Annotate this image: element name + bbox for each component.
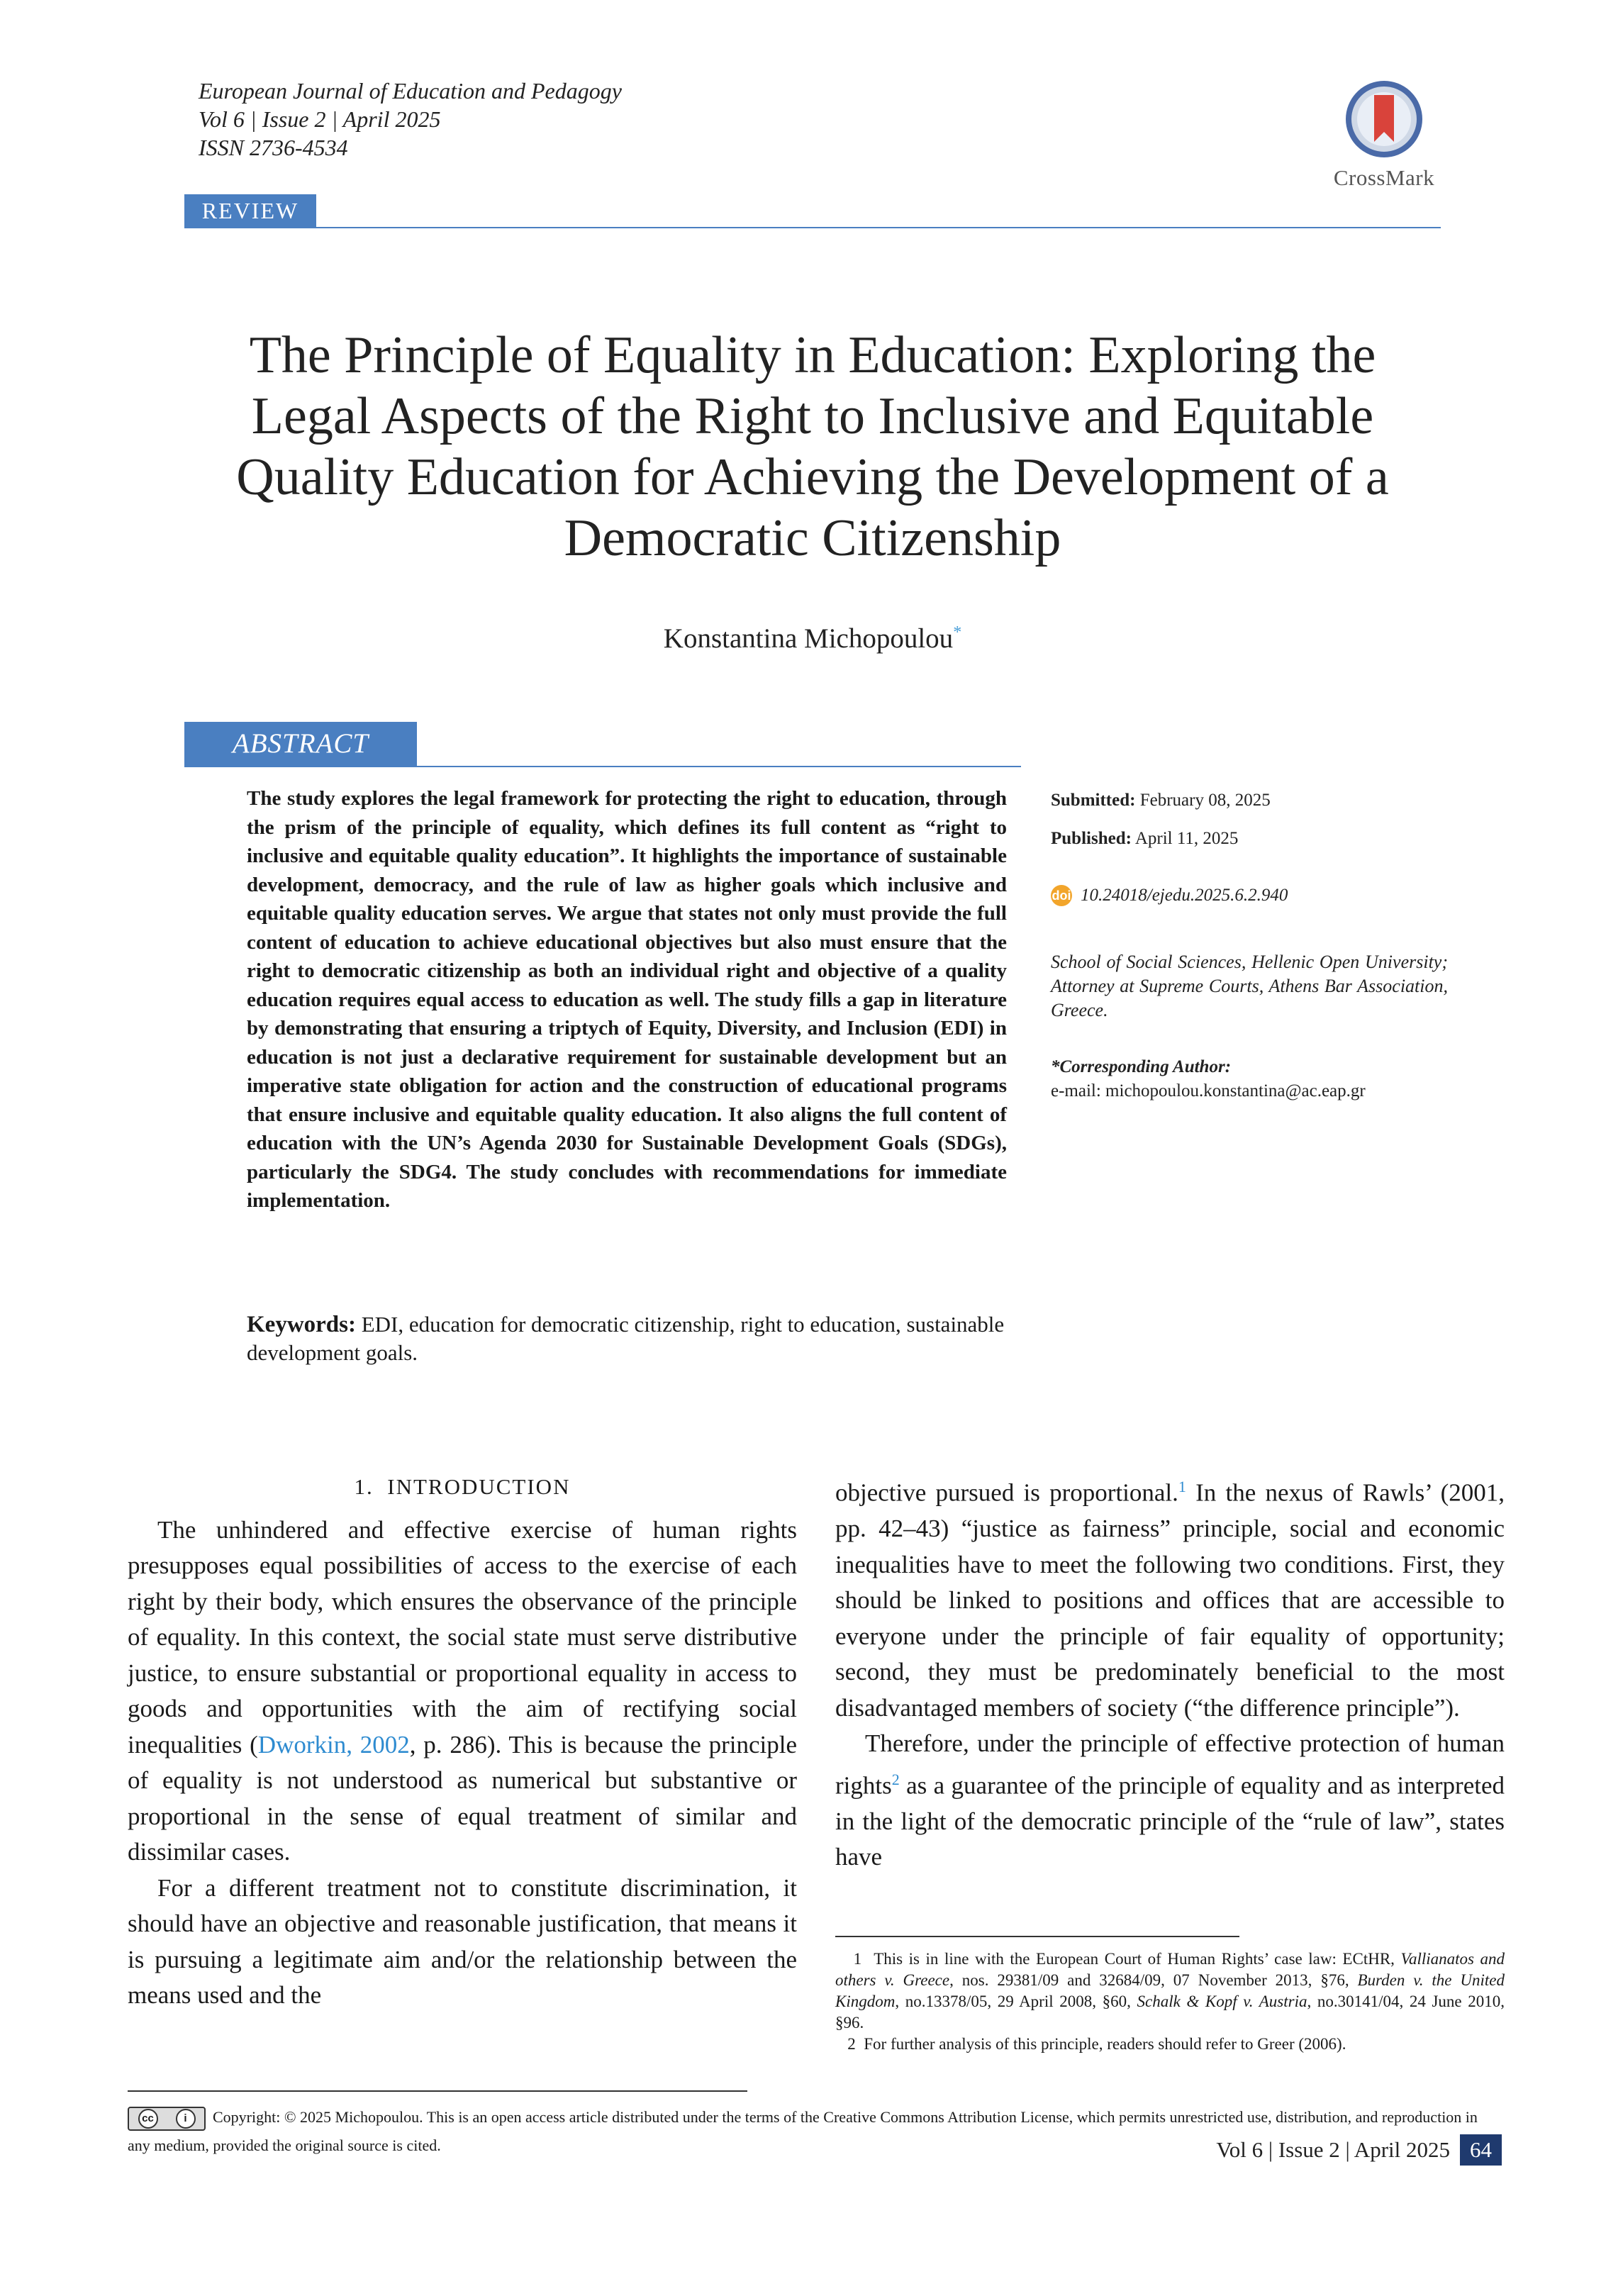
abstract-bar bbox=[184, 722, 1021, 767]
published-label: Published: bbox=[1051, 829, 1132, 848]
doi-icon: doi bbox=[1051, 885, 1072, 906]
footnote-ref-1[interactable]: 1 bbox=[1178, 1478, 1186, 1495]
cc-by-icon[interactable]: cc i bbox=[128, 2107, 206, 2131]
page-footer bbox=[1191, 2134, 1502, 2166]
author-marker: * bbox=[953, 623, 962, 642]
keywords-label: Keywords: bbox=[247, 1312, 356, 1337]
footnote-1: 1 This is in line with the European Court of Human Rights’ case law: ECtHR, Vallianatos and others v. Greece, nos. 29381/09 and 32684/09, 07 November 2013, §76, Burden v. the United Kingdom, no.13378/05, 29 April 2008, §60, Schalk & Kopf v. Austria, no.30141/04, 24 June 2010, §96. bbox=[835, 1950, 1505, 2032]
paragraph-1: The unhindered and effective exercise of human rights presupposes equal possibilities of access to the exercise of each right by their body, which ensures the observance of the principle of equality. In this context, the social state must serve distributive justice, to ensure substantial or proportional equality in access to goods and opportunities with the aim of rectifying social inequalities (Dworkin, 2002, p. 286). This is because the principle of equality is not understood as numerical but substantive or proportional in the sense of equal treatment of similar and dissimilar cases. bbox=[128, 1515, 797, 1866]
author-name: Konstantina Michopoulou bbox=[663, 623, 954, 654]
citation-dworkin[interactable]: Dworkin, 2002 bbox=[257, 1730, 410, 1759]
copyright-notice: cc i Copyright: © 2025 Michopoulou. This is an open access article distributed under the terms of the Creative Commons Attribution License, which permits unrestricted use, distribution, and reproduction in any medium, provided the original source is cited. bbox=[128, 2103, 1503, 2160]
abstract-text: The study explores the legal framework for protecting the right to education, through the prism of the principle of equality, which defines its full content as “right to inclusive and equitable quality education”. It highlights the importance of sustainable development, democracy, and the rule of law as higher goals which inclusive and equitable quality education serves. We argue that states not only must provide the full content of education to achieve educational objectives but also must ensure that the right to democratic citizenship as both an individual right and objective of a quality education requires equal access to education as well. The study fills a gap in literature by demonstrating that ensuring a triptych of Equity, Diversity, and Inclusion (EDI) in education is not just a declarative requirement for sustainable development but an imperative state obligation for action and the construction of educational programs that ensure inclusive and equitable quality education. It also aligns the full content of education with the UN’s Agenda 2030 for Sustainable Development Goals (SDGs), particularly the SDG4. The study concludes with recommendations for immediate implementation. bbox=[247, 787, 1007, 1212]
corresponding-label: *Corresponding Author: bbox=[1051, 1057, 1232, 1076]
doi-value[interactable]: 10.24018/ejedu.2025.6.2.940 bbox=[1081, 886, 1288, 905]
section-tag: REVIEW bbox=[184, 194, 316, 227]
submitted-label: Submitted: bbox=[1051, 791, 1136, 810]
author-line bbox=[184, 623, 1441, 654]
journal-issn: ISSN 2736-4534 bbox=[199, 135, 348, 160]
journal-header bbox=[199, 77, 622, 162]
affiliation: School of Social Sciences, Hellenic Open University; Attorney at Supreme Courts, Athens Bar Association, Greece. bbox=[1051, 952, 1448, 1020]
paragraph-3: objective pursued is proportional.$^1$ In the nexus of Rawls’ (2001, pp. 42–43) “justice as fairness” principle, social and economic inequalities have to meet the following two conditions. First, they should be linked to positions and offices that are accessible to everyone under the principle of fair equality of opportunity; second, they must be predominately beneficial to the most disadvantaged members of society (“the difference principle”). bbox=[835, 1478, 1505, 1722]
section-bar bbox=[184, 194, 1441, 228]
crossmark-badge[interactable] bbox=[1327, 79, 1441, 191]
footer-divider bbox=[128, 2090, 747, 2092]
footnote-ref-2[interactable]: 2 bbox=[891, 1770, 900, 1788]
doi-link[interactable] bbox=[1051, 884, 1448, 908]
section-heading: 1. INTRODUCTION bbox=[354, 1474, 571, 1499]
footer-issue: Vol 6 | Issue 2 | April 2025 bbox=[1216, 2137, 1450, 2162]
published-value: April 11, 2025 bbox=[1134, 829, 1239, 848]
footnote-divider bbox=[835, 1936, 1239, 1937]
body-left-column bbox=[128, 1469, 797, 2014]
published-date bbox=[1051, 827, 1448, 851]
page-number: 64 bbox=[1460, 2134, 1502, 2166]
body-right-column bbox=[835, 1469, 1505, 1876]
submitted-date bbox=[1051, 788, 1448, 813]
footnotes bbox=[835, 1949, 1505, 2055]
crossmark-label: CrossMark bbox=[1333, 165, 1435, 190]
keywords bbox=[247, 1310, 1007, 1367]
author-email[interactable]: e-mail: michopoulou.konstantina@ac.eap.gr bbox=[1051, 1081, 1366, 1100]
abstract-label: ABSTRACT bbox=[184, 722, 417, 766]
crossmark-icon bbox=[1344, 79, 1424, 159]
footnote-2: 2 For further analysis of this principle, readers should refer to Greer (2006). bbox=[847, 2035, 1346, 2053]
paragraph-4: Therefore, under the principle of effective protection of human rights$^2$ as a guarantee of the principle of equality and as interpreted in the light of the democratic principle of the “rule of law”, states have bbox=[835, 1729, 1505, 1871]
journal-name: European Journal of Education and Pedagogy bbox=[199, 78, 622, 104]
keywords-list: EDI, education for democratic citizenship, right to education, sustainable development goals. bbox=[247, 1312, 1005, 1365]
submitted-value: February 08, 2025 bbox=[1139, 791, 1271, 810]
corresponding-author bbox=[1051, 1055, 1448, 1103]
paragraph-2: For a different treatment not to constitute discrimination, it should have an objective and reasonable justification, that means it is pursuing a legitimate aim and/or the relationship between the means used and the bbox=[128, 1873, 797, 2009]
journal-volume: Vol 6 | Issue 2 | April 2025 bbox=[199, 106, 441, 132]
article-title: The Principle of Equality in Education: Exploring the Legal Aspects of the Right to Inclusive and Equitable Quality Education for Achieving the Development of a Democratic Citizenship bbox=[236, 326, 1389, 567]
